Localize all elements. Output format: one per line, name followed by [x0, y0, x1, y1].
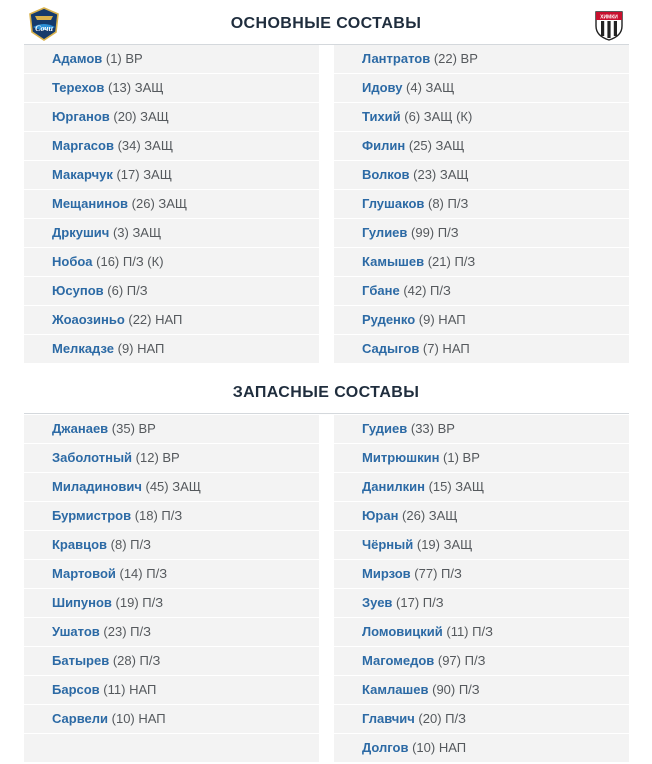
player-number-position: (4) ЗАЩ	[402, 80, 455, 95]
player-number-position: (97) П/З	[434, 653, 486, 668]
player-name-link[interactable]: Терехов	[52, 80, 105, 95]
player-name-link[interactable]: Макарчук	[52, 167, 113, 182]
player-name-link[interactable]: Сарвели	[52, 711, 109, 726]
player-name-link[interactable]: Заболотный	[52, 450, 133, 465]
player-number-position: (21) П/З	[424, 254, 476, 269]
player-name-link[interactable]: Лантратов	[362, 51, 431, 66]
player-number-position: (12) ВР	[132, 450, 180, 465]
player-row	[24, 676, 319, 704]
player-row	[334, 161, 629, 189]
player-number-position: (99) П/З	[407, 225, 459, 240]
player-name-link[interactable]: Жоаозиньо	[52, 312, 125, 327]
player-row	[334, 45, 629, 73]
player-name-link[interactable]: Идову	[362, 80, 403, 95]
player-name-link[interactable]: Батырев	[52, 653, 110, 668]
player-row	[24, 335, 319, 363]
player-number-position: (90) П/З	[428, 682, 480, 697]
player-name-link[interactable]: Барсов	[52, 682, 100, 697]
player-number-position: (17) ЗАЩ	[112, 167, 172, 182]
player-row	[334, 705, 629, 733]
player-row	[24, 531, 319, 559]
player-name-link[interactable]: Дркушич	[52, 225, 110, 240]
player-row	[334, 335, 629, 363]
player-number-position: (20) П/З	[414, 711, 466, 726]
player-number-position: (28) П/З	[109, 653, 161, 668]
player-row	[24, 45, 319, 73]
player-row	[24, 705, 319, 733]
player-name-link[interactable]: Мирзов	[362, 566, 411, 581]
player-name-link[interactable]: Мартовой	[52, 566, 116, 581]
player-name-link[interactable]: Долгов	[362, 740, 409, 755]
player-name-link[interactable]: Кравцов	[52, 537, 108, 552]
player-number-position: (18) П/З	[131, 508, 183, 523]
player-name-link[interactable]: Камлашев	[362, 682, 429, 697]
player-row	[24, 618, 319, 646]
player-name-link[interactable]: Гбане	[362, 283, 400, 298]
player-name-link[interactable]: Бурмистров	[52, 508, 132, 523]
player-name-link[interactable]: Зуев	[362, 595, 393, 610]
player-number-position: (34) ЗАЩ	[113, 138, 174, 153]
divider	[24, 413, 629, 414]
player-row	[334, 415, 629, 443]
player-row	[24, 589, 319, 617]
player-row	[334, 647, 629, 675]
player-row	[334, 132, 629, 160]
player-number-position: (14) П/З	[115, 566, 168, 581]
player-row	[24, 647, 319, 675]
player-row	[24, 132, 319, 160]
player-row	[334, 473, 629, 501]
player-name-link[interactable]: Миладинович	[52, 479, 142, 494]
player-row	[24, 502, 319, 530]
player-row	[334, 190, 629, 218]
player-number-position: (20) ЗАЩ	[109, 109, 169, 124]
player-name-link[interactable]: Нобоа	[52, 254, 93, 269]
substitutes-title: ЗАПАСНЫЕ СОСТАВЫ	[232, 384, 420, 401]
player-number-position: (33) ВР	[407, 421, 455, 436]
player-number-position: (1) ВР	[102, 51, 143, 66]
player-row	[334, 219, 629, 247]
player-number-position: (10) НАП	[408, 740, 467, 755]
player-number-position: (77) П/З	[410, 566, 462, 581]
away-substitutes-list	[334, 415, 629, 763]
player-row	[24, 277, 319, 305]
player-name-link[interactable]: Главчич	[362, 711, 415, 726]
player-row	[334, 734, 629, 762]
player-number-position: (26) ЗАЩ	[128, 196, 188, 211]
home-starting-list	[24, 45, 319, 364]
player-number-position: (3) ЗАЩ	[109, 225, 162, 240]
player-row	[24, 74, 319, 102]
player-row	[334, 277, 629, 305]
player-number-position: (9) НАП	[415, 312, 466, 327]
player-name-link[interactable]: Ломовицкий	[362, 624, 443, 639]
player-row	[334, 560, 629, 588]
player-number-position: (8) П/З	[107, 537, 151, 552]
player-name-link[interactable]: Филин	[362, 138, 406, 153]
player-number-position: (1) ВР	[439, 450, 480, 465]
player-row	[24, 415, 319, 443]
player-number-position: (23) ЗАЩ	[409, 167, 469, 182]
player-number-position: (22) НАП	[124, 312, 183, 327]
player-number-position: (22) ВР	[430, 51, 478, 66]
player-name-link[interactable]: Маргасов	[52, 138, 114, 153]
player-name-link[interactable]: Мещанинов	[52, 196, 129, 211]
player-row	[334, 589, 629, 617]
player-name-link[interactable]: Шипунов	[52, 595, 112, 610]
player-number-position: (6) П/З	[103, 283, 148, 298]
player-number-position: (25) ЗАЩ	[405, 138, 465, 153]
player-name-link[interactable]: Гулиев	[362, 225, 408, 240]
player-number-position: (16) П/З (К)	[92, 254, 164, 269]
player-row	[24, 161, 319, 189]
player-row	[334, 618, 629, 646]
player-name-link[interactable]: Юсупов	[52, 283, 104, 298]
player-number-position: (23) П/З	[99, 624, 151, 639]
player-number-position: (45) ЗАЩ	[141, 479, 201, 494]
player-name-link[interactable]: Данилкин	[362, 479, 425, 494]
away-starting-list	[334, 45, 629, 364]
player-row	[334, 676, 629, 704]
player-name-link[interactable]: Джанаев	[52, 421, 109, 436]
player-row	[334, 306, 629, 334]
player-name-link[interactable]: Чёрный	[362, 537, 414, 552]
player-name-link[interactable]: Митрюшкин	[362, 450, 440, 465]
player-number-position: (42) П/З	[399, 283, 451, 298]
player-name-link[interactable]: Тихий	[362, 109, 401, 124]
player-row	[24, 306, 319, 334]
player-row	[24, 444, 319, 472]
home-substitutes-list	[24, 415, 319, 763]
player-row	[24, 734, 319, 762]
svg-text:ХИМКИ: ХИМКИ	[600, 14, 618, 21]
player-number-position: (17) П/З	[392, 595, 444, 610]
player-number-position: (10) НАП	[108, 711, 166, 726]
player-name-link[interactable]: Магомедов	[362, 653, 435, 668]
player-number-position: (19) П/З	[111, 595, 164, 610]
player-name-link[interactable]: Мелкадзе	[52, 341, 114, 356]
player-row	[334, 444, 629, 472]
player-row	[334, 531, 629, 559]
player-row	[24, 473, 319, 501]
player-row	[334, 502, 629, 530]
player-number-position: (11) НАП	[99, 682, 157, 697]
player-row	[24, 560, 319, 588]
player-name-link[interactable]: Камышев	[362, 254, 425, 269]
player-row	[334, 248, 629, 276]
player-name-link[interactable]: Адамов	[52, 51, 103, 66]
player-number-position: (13) ЗАЩ	[104, 80, 164, 95]
player-number-position: (8) П/З	[424, 196, 469, 211]
player-number-position: (15) ЗАЩ	[424, 479, 485, 494]
player-row	[24, 219, 319, 247]
player-name-link[interactable]: Садыгов	[362, 341, 420, 356]
player-number-position: (11) П/З	[442, 624, 493, 639]
player-name-link[interactable]: Глушаков	[362, 196, 425, 211]
svg-text:Сочи: Сочи	[35, 24, 53, 33]
player-number-position: (19) ЗАЩ	[413, 537, 473, 552]
player-row	[334, 74, 629, 102]
player-name-link[interactable]: Гудиев	[362, 421, 408, 436]
player-number-position: (7) НАП	[419, 341, 470, 356]
player-number-position: (9) НАП	[114, 341, 165, 356]
player-name-link[interactable]: Руденко	[362, 312, 416, 327]
player-name-link[interactable]: Юрганов	[52, 109, 110, 124]
player-number-position: (26) ЗАЩ	[398, 508, 458, 523]
player-row	[24, 248, 319, 276]
player-name-link[interactable]: Волков	[362, 167, 410, 182]
starting-lineups-title: ОСНОВНЫЕ СОСТАВЫ	[230, 15, 422, 32]
player-number-position: (35) ВР	[108, 421, 156, 436]
player-number-position: (6) ЗАЩ (К)	[400, 109, 473, 124]
player-name-link[interactable]: Ушатов	[52, 624, 100, 639]
player-row	[24, 103, 319, 131]
player-row	[334, 103, 629, 131]
player-name-link[interactable]: Юран	[362, 508, 399, 523]
player-row	[24, 190, 319, 218]
